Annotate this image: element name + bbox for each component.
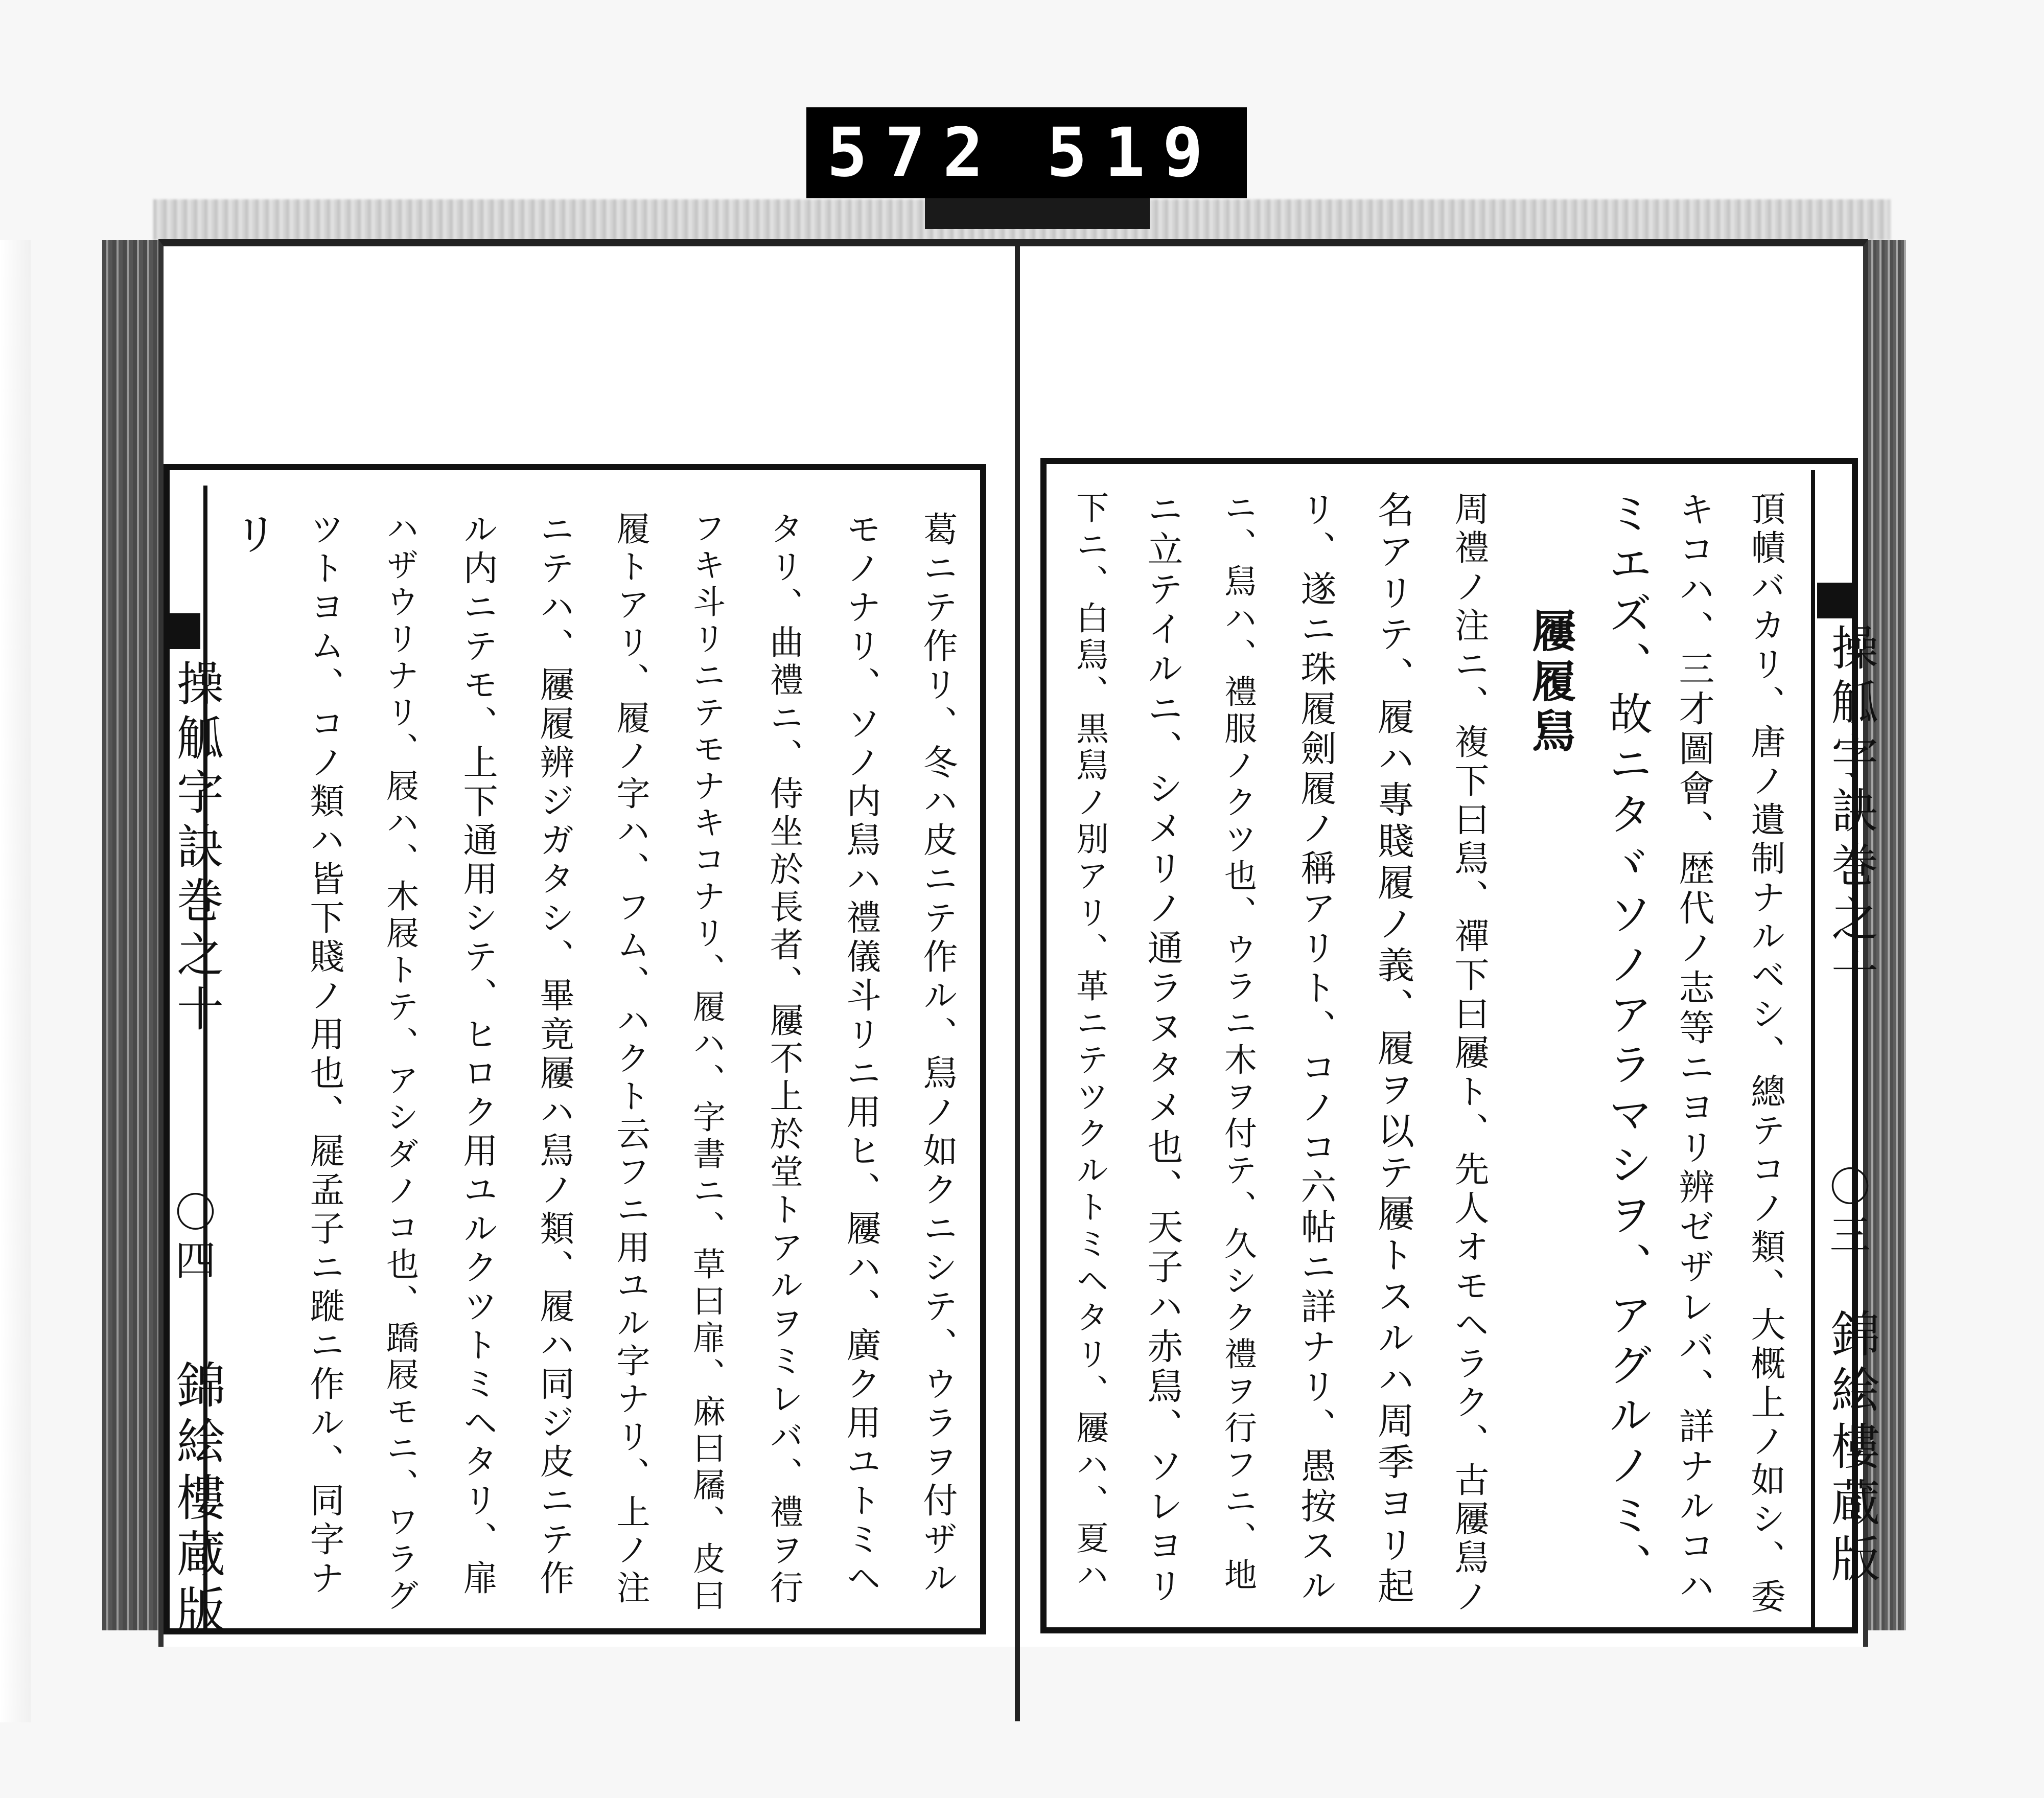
call-number-label	[806, 107, 1247, 198]
section-heading: 屨履舃	[1524, 608, 1576, 758]
right-text-column-3: ミエズ、故ニタヾソノアラマシヲ、アグルノミ、	[1601, 491, 1652, 1593]
hashira-tab-mark	[1817, 583, 1854, 618]
left-text-column-4: フキ斗リニテモナキコナリ、履ハ、字書ニ、草曰扉、麻曰屩、皮曰	[687, 511, 725, 1615]
right-margin-rule	[1811, 470, 1815, 1630]
right-text-column-7: リ、遂ニ珠履劍履ノ稱アリト、コノコ六帖ニ詳ナリ、愚按スル	[1295, 491, 1337, 1607]
left-text-column-7: ル内ニテモ、上下通用シテ、ヒロク用ユルクツトミヘタリ、扉	[457, 511, 498, 1599]
right-folio: 〇三	[1823, 1165, 1870, 1261]
left-folio: 〇四	[168, 1191, 216, 1287]
call-number-right: 519	[1047, 113, 1221, 192]
right-text-column-1: 頂幘バカリ、唐ノ遺制ナルベシ、總テコノ類、大概上ノ如シ、委	[1745, 491, 1785, 1617]
right-text-column-10: 下ニ、白舃、黒舃ノ別アリ、革ニテツクルトミヘタリ、屨ハ、夏ハ	[1071, 491, 1108, 1595]
right-text-column-9: ニ立テイルニ、シメリノ通ラヌタメ也、天子ハ赤舃、ソレヨリ	[1142, 491, 1183, 1607]
call-number-left: 572	[827, 113, 1001, 192]
left-publisher: 錦絵樓蔵版	[169, 1359, 226, 1641]
left-text-column-1: 葛ニテ作リ、冬ハ皮ニテ作ル、舃ノ如クニシテ、ウラヲ付ザル	[917, 511, 958, 1599]
right-publisher: 錦絵樓蔵版	[1823, 1308, 1880, 1589]
right-hashira-title: 操觚字訣巻之十	[1824, 624, 1878, 1003]
label-strap	[925, 198, 1150, 229]
right-text-column-2: キコハ、三才圖會、歴代ノ志等ニヨリ辨ゼザレバ、詳ナルコハ	[1673, 491, 1715, 1607]
left-text-column-6: ニテハ、屨履辨ジガタシ、畢竟屨ハ舃ノ類、履ハ同ジ皮ニテ作	[534, 511, 574, 1599]
hashira-tab-mark	[164, 613, 200, 649]
scan-edge	[0, 240, 31, 1722]
right-text-column-5: 周禮ノ注ニ、複下曰舃、禪下曰屨ト、先人オモヘラク、古屨舃ノ	[1449, 491, 1489, 1617]
left-text-column-8: ハザウリナリ、屐ハ、木屐トテ、アシダノコ也、蹻屐モニ、ワラグ	[381, 511, 419, 1615]
left-text-column-5: 履トアリ、履ノ字ハ、フム、ハクト云フニ用ユル字ナリ、上ノ注	[611, 511, 650, 1608]
book-edge-left	[102, 240, 164, 1630]
left-text-column-9: ツトヨム、コノ類ハ皆下賤ノ用也、屣孟子ニ蹝ニ作ル、同字ナ	[304, 511, 344, 1599]
left-hashira-title: 操觚字訣巻之十	[169, 659, 224, 1039]
left-text-column-2: モノナリ、ソノ内舃ハ禮儀斗リニ用ヒ、屨ハ、廣ク用ユトミヘ	[841, 511, 881, 1599]
right-text-column-6: 名アリテ、履ハ專賤履ノ義、履ヲ以テ屨トスルハ周季ヨリ起	[1372, 491, 1414, 1608]
book-gutter	[1015, 239, 1020, 1721]
left-text-column-3: タリ、曲禮ニ、侍坐於長者、屨不上於堂トアルヲミレバ、禮ヲ行	[764, 511, 803, 1608]
left-text-column-10: リ	[226, 511, 277, 561]
right-text-column-8: ニ、舃ハ、禮服ノクツ也、ウラニ木ヲ付テ、久シク禮ヲ行フニ、地	[1219, 491, 1257, 1595]
